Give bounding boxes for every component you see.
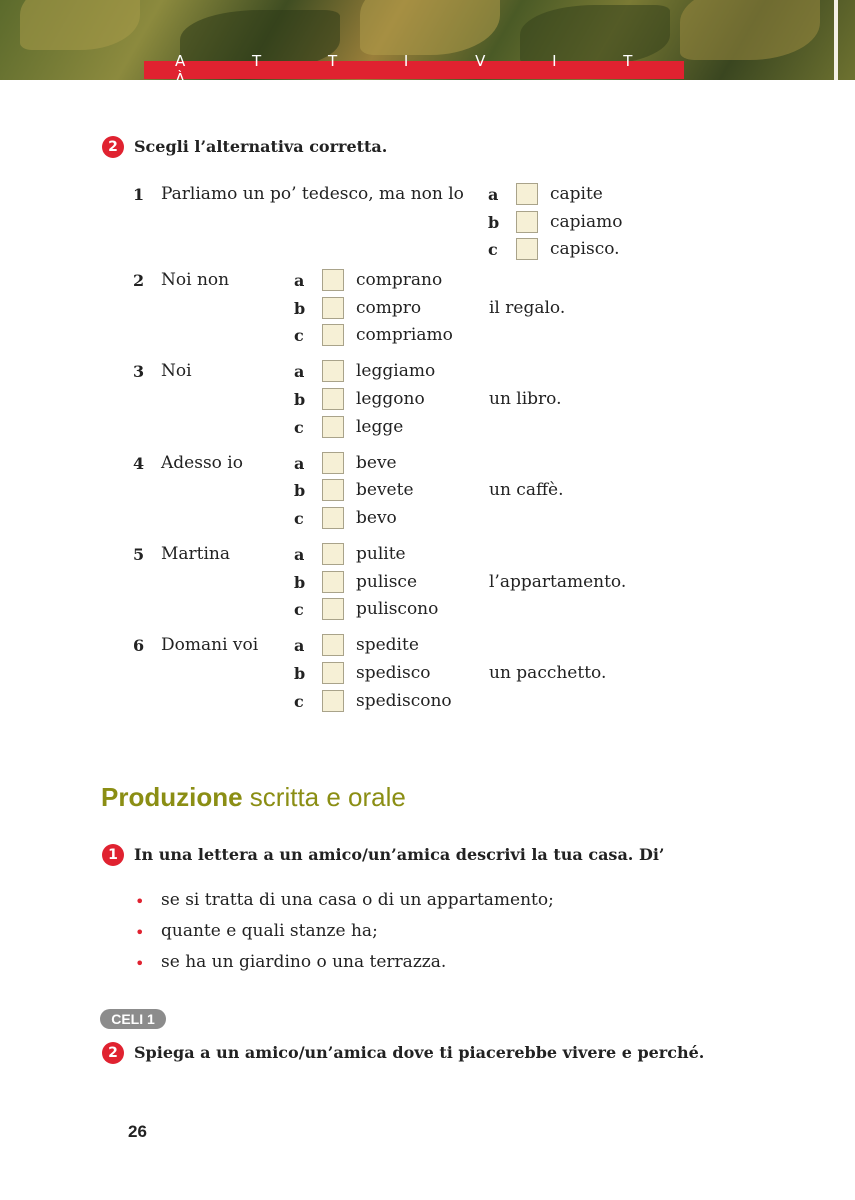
item-number: 1 — [133, 185, 145, 204]
option-text: spedisco — [356, 663, 431, 683]
option-letter: b — [294, 299, 306, 318]
answer-checkbox[interactable] — [322, 360, 344, 382]
answer-checkbox[interactable] — [322, 543, 344, 565]
bullet-icon: • — [135, 923, 145, 942]
option-text: capiamo — [550, 212, 623, 232]
option-letter: b — [294, 573, 306, 592]
option-text: spediscono — [356, 691, 452, 711]
option-letter: b — [488, 213, 500, 232]
option-letter: a — [294, 271, 305, 290]
option-text: spedite — [356, 635, 419, 655]
task-number: 1 — [102, 844, 124, 866]
option-letter: a — [294, 454, 305, 473]
answer-checkbox[interactable] — [322, 634, 344, 656]
option-text: legge — [356, 417, 404, 437]
answer-checkbox[interactable] — [322, 507, 344, 529]
answer-checkbox[interactable] — [322, 598, 344, 620]
option-text: capite — [550, 184, 603, 204]
option-text: compriamo — [356, 325, 453, 345]
answer-checkbox[interactable] — [322, 690, 344, 712]
section-label: A T T I V I T À — [175, 52, 664, 88]
answer-checkbox[interactable] — [322, 662, 344, 684]
answer-checkbox[interactable] — [516, 211, 538, 233]
bullet-icon: • — [135, 892, 145, 911]
answer-checkbox[interactable] — [322, 452, 344, 474]
item-number: 4 — [133, 454, 145, 473]
option-letter: c — [294, 326, 304, 345]
bullet-item: quante e quali stanze ha; — [161, 921, 378, 941]
bullet-icon: • — [135, 954, 145, 973]
task-instruction: Spiega a un amico/un’amica dove ti piacerebbe vivere e perché. — [134, 1043, 705, 1062]
item-number: 5 — [133, 545, 145, 564]
option-letter: c — [294, 509, 304, 528]
answer-checkbox[interactable] — [322, 388, 344, 410]
option-letter: c — [294, 692, 304, 711]
option-text: leggiamo — [356, 361, 436, 381]
option-text: leggono — [356, 389, 425, 409]
banner-divider — [834, 0, 838, 80]
task-number: 2 — [102, 1042, 124, 1064]
option-text: puliscono — [356, 599, 439, 619]
item-object: l’appartamento. — [489, 572, 627, 592]
answer-checkbox[interactable] — [322, 479, 344, 501]
bullet-item: se si tratta di una casa o di un appartamento; — [161, 890, 554, 910]
option-letter: a — [294, 362, 305, 381]
leaf-decoration — [680, 0, 820, 60]
section-heading-bold: Produzione — [101, 782, 243, 812]
leaf-decoration — [20, 0, 140, 50]
bullet-item: se ha un giardino o una terrazza. — [161, 952, 447, 972]
option-letter: b — [294, 390, 306, 409]
option-text: beve — [356, 453, 397, 473]
item-subject: Noi non — [161, 270, 230, 290]
answer-checkbox[interactable] — [516, 183, 538, 205]
option-text: bevete — [356, 480, 414, 500]
option-letter: a — [294, 636, 305, 655]
option-letter: a — [488, 185, 499, 204]
option-text: bevo — [356, 508, 397, 528]
item-number: 3 — [133, 362, 145, 381]
item-object: un pacchetto. — [489, 663, 607, 683]
option-text: compro — [356, 298, 422, 318]
option-text: comprano — [356, 270, 443, 290]
task-instruction: In una lettera a un amico/un’amica descrivi la tua casa. Di’ — [134, 845, 665, 864]
section-heading — [101, 782, 406, 813]
option-text: capisco. — [550, 239, 620, 259]
celi-badge: CELI 1 — [100, 1009, 166, 1029]
answer-checkbox[interactable] — [322, 297, 344, 319]
item-subject: Adesso io — [161, 453, 243, 473]
option-text: pulite — [356, 544, 406, 564]
section-heading-rest: scritta e orale — [249, 782, 406, 812]
option-letter: b — [294, 481, 306, 500]
item-subject: Noi — [161, 361, 192, 381]
leaf-decoration — [360, 0, 500, 55]
item-number: 2 — [133, 271, 145, 290]
option-letter: a — [294, 545, 305, 564]
item-sentence: Parliamo un po’ tedesco, ma non lo — [161, 184, 464, 204]
option-letter: c — [294, 600, 304, 619]
section-label-bar — [144, 52, 684, 88]
item-number: 6 — [133, 636, 145, 655]
item-object: un libro. — [489, 389, 562, 409]
answer-checkbox[interactable] — [322, 416, 344, 438]
item-subject: Martina — [161, 544, 231, 564]
item-object: un caffè. — [489, 480, 564, 500]
option-letter: b — [294, 664, 306, 683]
option-letter: c — [488, 240, 498, 259]
page-number: 26 — [128, 1122, 147, 1141]
item-object: il regalo. — [489, 298, 566, 318]
item-subject: Domani voi — [161, 635, 259, 655]
answer-checkbox[interactable] — [516, 238, 538, 260]
exercise-number: 2 — [102, 136, 124, 158]
answer-checkbox[interactable] — [322, 269, 344, 291]
answer-checkbox[interactable] — [322, 324, 344, 346]
answer-checkbox[interactable] — [322, 571, 344, 593]
exercise-instruction: Scegli l’alternativa corretta. — [134, 137, 388, 156]
option-text: pulisce — [356, 572, 418, 592]
option-letter: c — [294, 418, 304, 437]
